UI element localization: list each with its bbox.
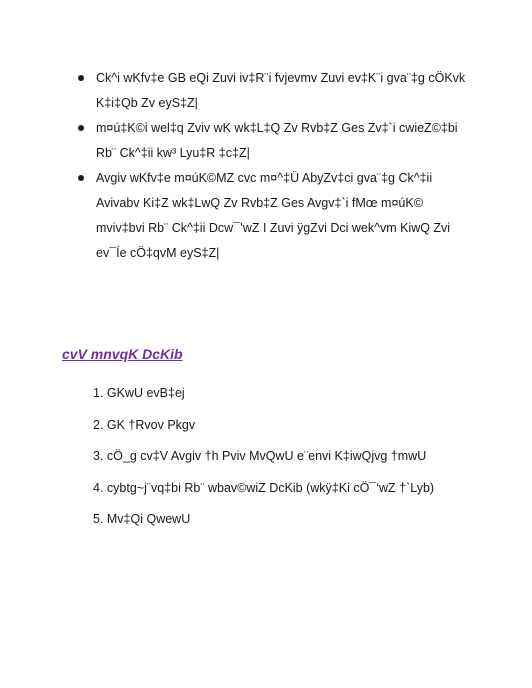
bullet-line: Rb¨ Ck^‡ii kw³ Lyu‡R ‡c‡Z| xyxy=(96,146,250,160)
bullet-line: mviv‡bvi Rb¨ Ck^‡ii Dcw¯’wZ I Zuvi ÿgZvi Dci wek^vm KiwQ Zvi xyxy=(96,221,451,235)
numbered-list xyxy=(93,378,434,536)
bullet-icon xyxy=(78,175,84,181)
list-item: 3. cÖ_g cv‡V Avgiv †h Pviv MvQwU e¨envi K‡iwQjvg †mwU xyxy=(93,449,427,463)
bullet-icon xyxy=(78,75,84,81)
bullet-item xyxy=(78,116,498,166)
list-item: 1. GKwU evB‡ej xyxy=(93,386,185,400)
bullet-icon xyxy=(78,125,84,131)
bullet-line: Ck^i wKfv‡e GB eQi Zuvi iv‡R¨i fvjevmv Zuvi ev‡K¨i gva¨‡g cÖKvk xyxy=(96,71,466,85)
bullet-item xyxy=(78,66,498,116)
bullet-line: Avivabv Ki‡Z wk‡LwQ Zv Rvb‡Z Ges Avgv‡`i fMœ m¤úK© xyxy=(96,196,423,210)
list-item: 5. Mv‡Qi QwewU xyxy=(93,512,191,526)
bullet-line: K‡i‡Qb Zv eyS‡Z| xyxy=(96,96,198,110)
list-item: 4. cybtg~j¨vq‡bi Rb¨ wbav©wiZ DcKib (wkÿ‡Ki cÖ¯‘wZ †`Lyb) xyxy=(93,480,435,495)
bullet-line: ev¯Íe cÖ‡qvM eyS‡Z| xyxy=(96,246,220,260)
bullet-item xyxy=(78,166,498,266)
bullet-list xyxy=(78,66,498,266)
bullet-line: Avgiv wKfv‡e m¤úK©MZ cvc m¤^‡Ü AbyZv‡ci gva¨‡g Ck^‡ii xyxy=(96,171,433,185)
section-heading: cvV mnvqK DcKib xyxy=(62,346,183,362)
list-item: 2. GK †Rvov Pkgv xyxy=(93,417,196,432)
bullet-line: m¤ú‡K©i wel‡q Zviv wK wk‡L‡Q Zv Rvb‡Z Ges Zv‡`i cwieZ©‡bi xyxy=(96,121,458,135)
